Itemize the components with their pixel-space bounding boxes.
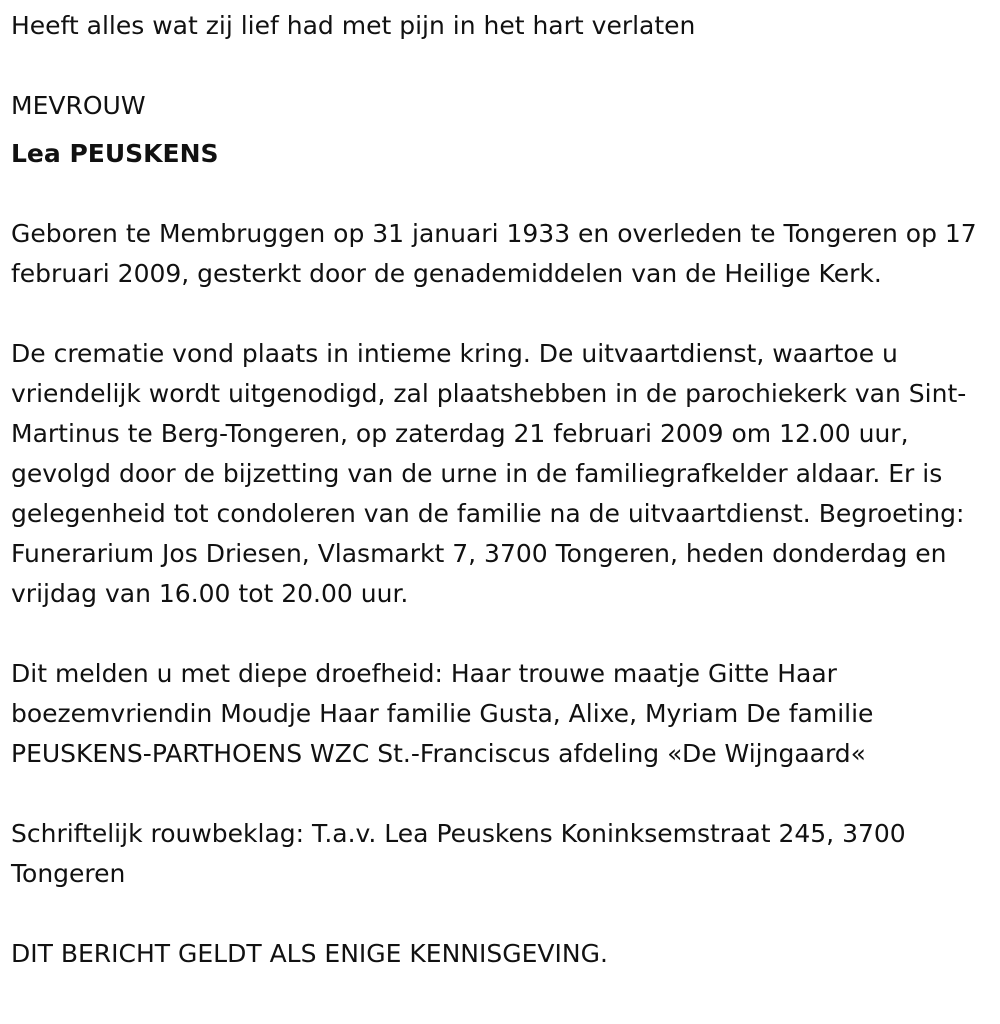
spacer bbox=[11, 894, 986, 934]
honorific: MEVROUW bbox=[11, 91, 146, 120]
spacer bbox=[11, 174, 986, 214]
obituary-notice bbox=[11, 6, 986, 974]
birth-death-paragraph: Geboren te Membruggen op 31 januari 1933 en overleden te Tongeren op 17 februari 2009, gesterkt door de genademiddelen van de Heilige Kerk. bbox=[11, 219, 977, 288]
condolence-address: Schriftelijk rouwbeklag: T.a.v. Lea Peuskens Koninksemstraat 245, 3700 Tongeren bbox=[11, 819, 906, 888]
spacer bbox=[11, 774, 986, 814]
closing-notice: DIT BERICHT GELDT ALS ENIGE KENNISGEVING. bbox=[11, 939, 608, 968]
service-paragraph: De crematie vond plaats in intieme kring. De uitvaartdienst, waartoe u vriendelijk wordt uitgenodigd, zal plaatshebben in de parochiekerk van Sint-Martinus te Berg-Tongeren, op zaterdag 21 februari 2009 om 12.00 uur, gevolgd door de bijzetting van de urne in de familiegrafkelder aldaar. Er is gelegenheid tot condoleren van de familie na de uitvaartdienst. Begroeting: Funerarium Jos Driesen, Vlasmarkt 7, 3700 Tongeren, heden donderdag en vrijdag van 16.00 tot 20.00 uur. bbox=[11, 339, 967, 608]
intro-line: Heeft alles wat zij lief had met pijn in het hart verlaten bbox=[11, 11, 696, 40]
deceased-name: Lea PEUSKENS bbox=[11, 139, 219, 168]
spacer bbox=[11, 614, 986, 654]
spacer bbox=[11, 46, 986, 86]
spacer bbox=[11, 294, 986, 334]
announcement-paragraph: Dit melden u met diepe droefheid: Haar trouwe maatje Gitte Haar boezemvriendin Moudje Haar familie Gusta, Alixe, Myriam De familie PEUSKENS-PARTHOENS WZC St.-Franciscus afdeling «De Wijngaard« bbox=[11, 659, 874, 768]
